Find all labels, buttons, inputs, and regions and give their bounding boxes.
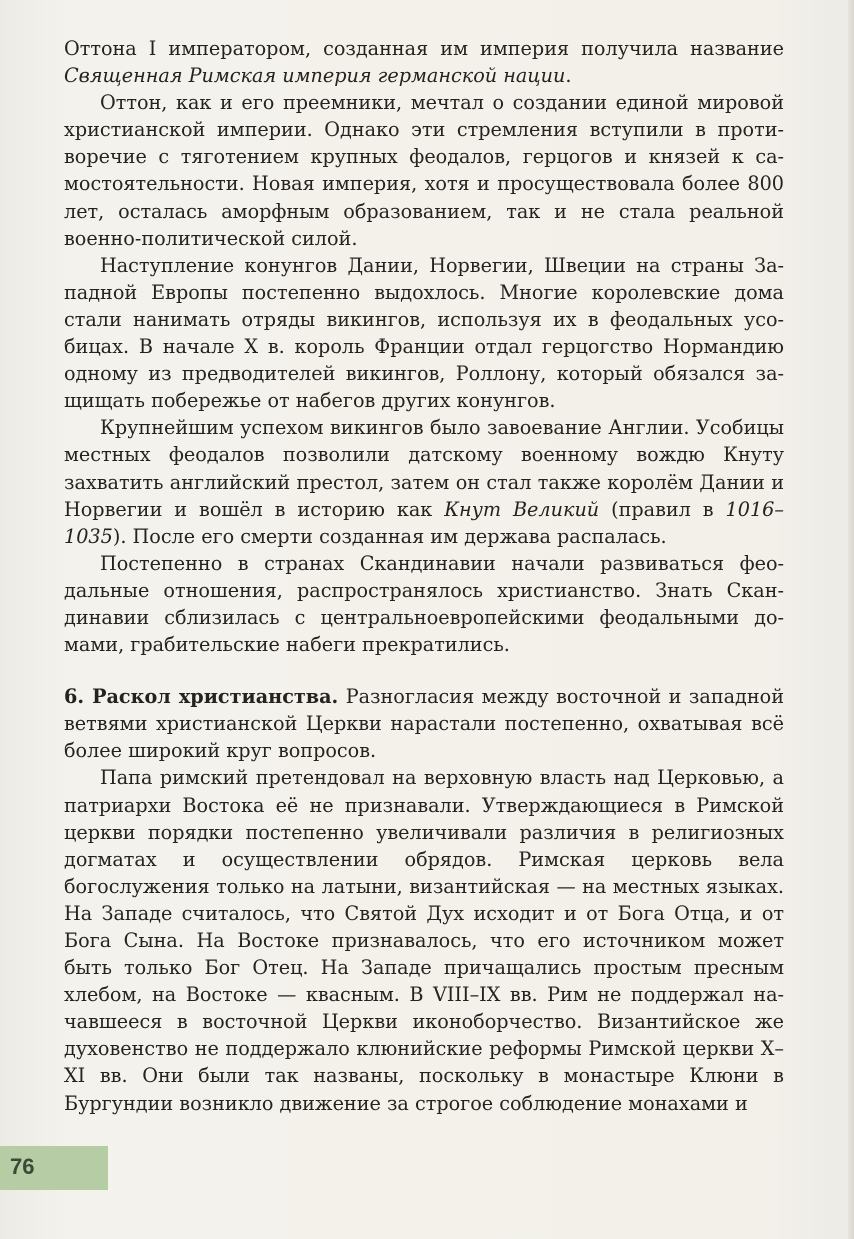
text-run: Постепенно в странах Скандинавии начали развиваться феодальные отношения, распространялось христианство. Знать Скандинавии сблизилась с центральноевропейскими феодальными домами, грабительские набеги прекратились. bbox=[64, 551, 784, 657]
paragraph-2 bbox=[64, 89, 784, 252]
page-number: 76 bbox=[10, 1154, 35, 1179]
paragraph-3 bbox=[64, 252, 784, 415]
text-run: . bbox=[565, 64, 572, 88]
text-run: Наступление конунгов Дании, Норвегии, Швеции на страны Западной Европы постепенно выдохлось. Многие королевские дома стали нанимать отряды викингов, используя их в феодальных усобицах. В начале X в. король Франции отдал герцогство Нормандию одному из предводителей викингов, Роллону, который обязался защищать побережье от набегов других конунгов. bbox=[64, 253, 784, 413]
text-run: Оттон, как и его преемники, мечтал о создании единой мировой христианской империи. Однако эти стремления вступили в противоречие с тяготением крупных феодалов, герцогов и князей к самостоятельности. Новая империя, хотя и просуществовала более 800 лет, осталась аморфным образованием, так и не стала реальной военно-политической силой. bbox=[64, 91, 784, 250]
text-run: ). После его смерти созданная им держава распалась. bbox=[112, 524, 667, 548]
paragraph-4 bbox=[64, 414, 784, 549]
body-text bbox=[64, 35, 784, 1117]
text-run: Оттона I императором, созданная им империя получила название bbox=[64, 37, 784, 60]
text-run: (правил в bbox=[599, 497, 726, 521]
page-edge bbox=[848, 0, 854, 1239]
page-number-tab bbox=[0, 1146, 108, 1190]
paragraph-5 bbox=[64, 550, 784, 658]
text-run: Разногласия между восточной и западной ветвями христианской Церкви нарастали постепенно, охватывая всё более широкий круг вопросов. bbox=[64, 685, 784, 763]
italic-term: Кнут Великий bbox=[444, 497, 600, 521]
section-heading-paragraph bbox=[64, 683, 784, 764]
paragraph-1 bbox=[64, 35, 784, 89]
text-run: Крупнейшим успехом викингов было завоевание Англии. Усобицы местных феодалов позволили датскому военному вождю Кнуту захватить английский престол, затем он стал также королём Дании и Норвегии и вошёл в историю как bbox=[64, 416, 784, 521]
italic-date: 1016–1035 bbox=[64, 497, 784, 548]
text-run: Папа римский претендовал на верховную власть над Церковью, а патриархи Востока её не признавали. Утверждающиеся в Римской церкви порядки постепенно увеличивали различия в религиозных догматах и осуществлении обрядов. Римская церковь вела богослужения только на латыни, византийская — на местных языках. На Западе считалось, что Святой Дух исходит и от Бога Отца, и от Бога Сына. На Востоке признавалось, что его источником может быть только Бог Отец. На Западе причащались простым пресным хлебом, на Востоке — квасным. В VIII–IX вв. Рим не поддержал начавшееся в восточной Церкви иконоборчество. Византийское же духовенство не поддержало клюнийские реформы Римской церкви X–XI вв. Они были так названы, поскольку в монастыре Клюни в Бургундии возникло движение за строгое соблюдение монахами и bbox=[64, 766, 784, 1115]
paragraph-7 bbox=[64, 764, 784, 1116]
italic-term: Священная Римская империя германской нации bbox=[64, 64, 566, 88]
section-heading: 6. Раскол христианства. bbox=[64, 685, 339, 709]
